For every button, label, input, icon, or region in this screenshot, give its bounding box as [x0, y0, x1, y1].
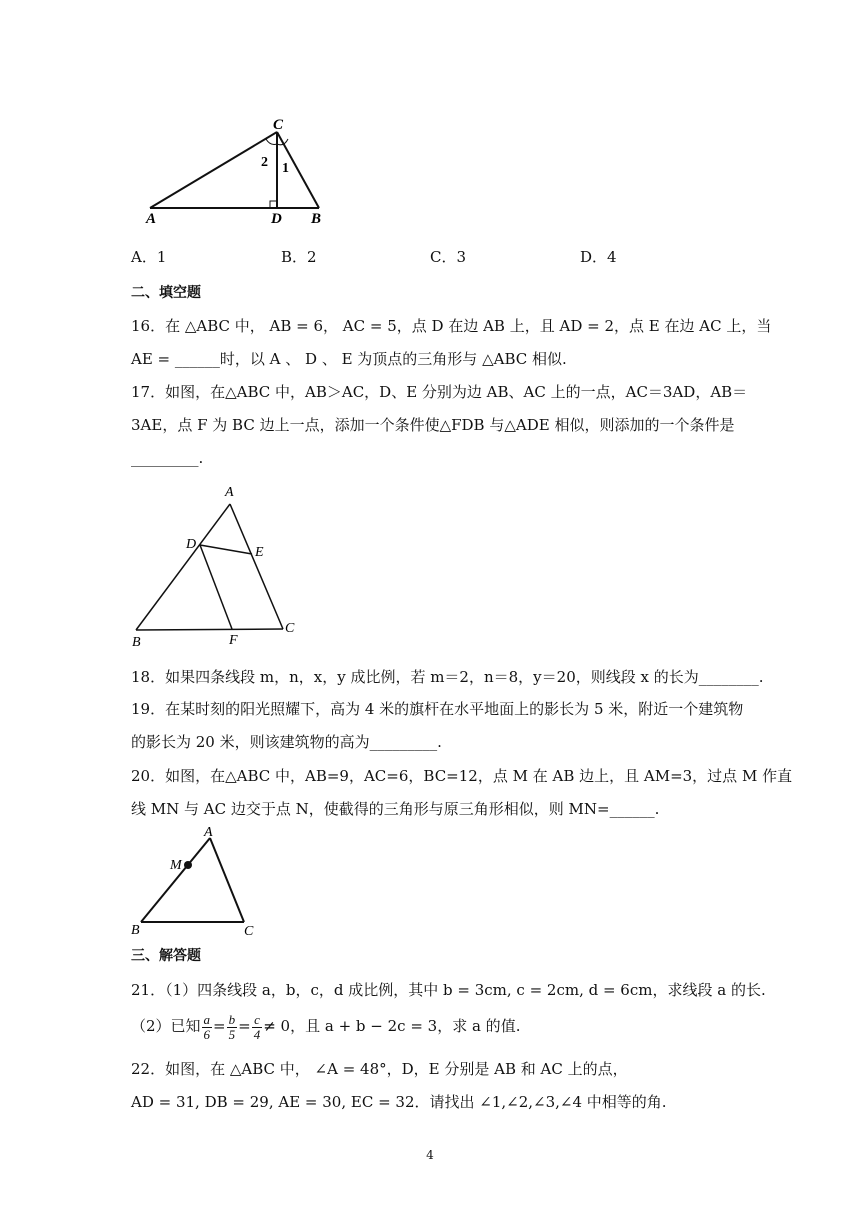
equals-sign-1: =: [213, 1017, 226, 1035]
fraction-b-over-5: $\frac{b}{5}$: [228, 1011, 236, 1042]
q19-line2: 的影长为 20 米，则该建筑物的高为_________.: [131, 733, 442, 751]
equals-sign-2: =: [238, 1017, 251, 1035]
fig15-label-1: 1: [282, 161, 289, 176]
q19-line1: 19．在某时刻的阳光照耀下，高为 4 米的旗杆在水平地面上的影长为 5 米，附近一个建筑物: [131, 700, 744, 718]
fig15-label-c: C: [273, 117, 284, 133]
q17-line3: _________.: [131, 449, 204, 467]
section-heading-fill-in: 二、填空题: [131, 285, 201, 301]
fig17-label-b: B: [132, 635, 141, 650]
q22-line2: AD = 31, DB = 29, AE = 30, EC = 32．请找出 ∠1,∠2,∠3,∠4 中相等的角.: [131, 1093, 667, 1111]
fig17-label-d: D: [186, 537, 197, 552]
fig15-label-2: 2: [261, 155, 268, 170]
q20-line2: 线 MN 与 AC 边交于点 N，使截得的三角形与原三角形相似，则 MN=______.: [131, 800, 660, 818]
q16-line2: AE = ______时，以 A 、 D 、 E 为顶点的三角形与 △ABC 相似.: [131, 350, 567, 368]
q22-line1: 22．如图，在 △ABC 中， ∠A = 48°，D，E 分别是 AB 和 AC 上的点，: [131, 1060, 628, 1078]
section-heading-solve: 三、解答题: [131, 948, 201, 964]
fig20-label-b: B: [131, 923, 140, 938]
fig17-label-c: C: [285, 621, 295, 636]
fig20-label-c: C: [244, 924, 254, 939]
option-d: D．4: [580, 248, 617, 266]
fig15-label-a: A: [146, 211, 157, 224]
fig17-label-a: A: [225, 485, 234, 500]
fig15-label-b: B: [311, 211, 322, 224]
not-equal-zero: ≠ 0: [263, 1017, 291, 1035]
option-c: C．3: [430, 248, 467, 266]
fig17-label-e: E: [255, 545, 264, 560]
q16-line1: 16．在 △ABC 中， AB = 6， AC = 5，点 D 在边 AB 上，且 AD = 2，点 E 在边 AC 上，当: [131, 317, 772, 335]
fig15-label-d: D: [271, 211, 282, 224]
page-number: 4: [426, 1148, 434, 1162]
fraction-a-over-6: $\frac{a}{6}$: [203, 1011, 211, 1042]
fig17-label-f: F: [229, 633, 238, 648]
q17-line1: 17．如图，在△ABC 中，AB＞AC，D、E 分别为边 AB、AC 上的一点，AC＝3AD，AB＝: [131, 383, 748, 401]
q21-part2-suffix: ，且 a + b − 2c = 3，求 a 的值.: [290, 1017, 521, 1035]
fraction-c-over-4: $\frac{c}{4}$: [253, 1011, 261, 1042]
figure-q17: [128, 482, 308, 650]
q17-line2: 3AE，点 F 为 BC 边上一点，添加一个条件使△FDB 与△ADE 相似，则添加的一个条件是: [131, 416, 735, 434]
q21-part2-prefix: （2）已知: [131, 1017, 201, 1035]
fig20-label-m: M: [170, 858, 182, 873]
fig20-label-a: A: [204, 825, 213, 840]
q21-line1: 21．（1）四条线段 a，b，c，d 成比例，其中 b = 3cm, c = 2cm, d = 6cm，求线段 a 的长.: [131, 981, 766, 999]
option-a: A．1: [131, 248, 167, 266]
figure-q20: [128, 822, 268, 940]
q21-line2: [131, 1010, 520, 1042]
point-m: [184, 861, 192, 869]
figure-q15: [140, 112, 340, 224]
q20-line1: 20．如图，在△ABC 中，AB=9，AC=6，BC=12，点 M 在 AB 边上，且 AM=3，过点 M 作直: [131, 767, 793, 785]
option-b: B．2: [281, 248, 317, 266]
q18-line1: 18．如果四条线段 m，n，x，y 成比例，若 m＝2，n＝8，y＝20，则线段 x 的长为________.: [131, 668, 764, 686]
